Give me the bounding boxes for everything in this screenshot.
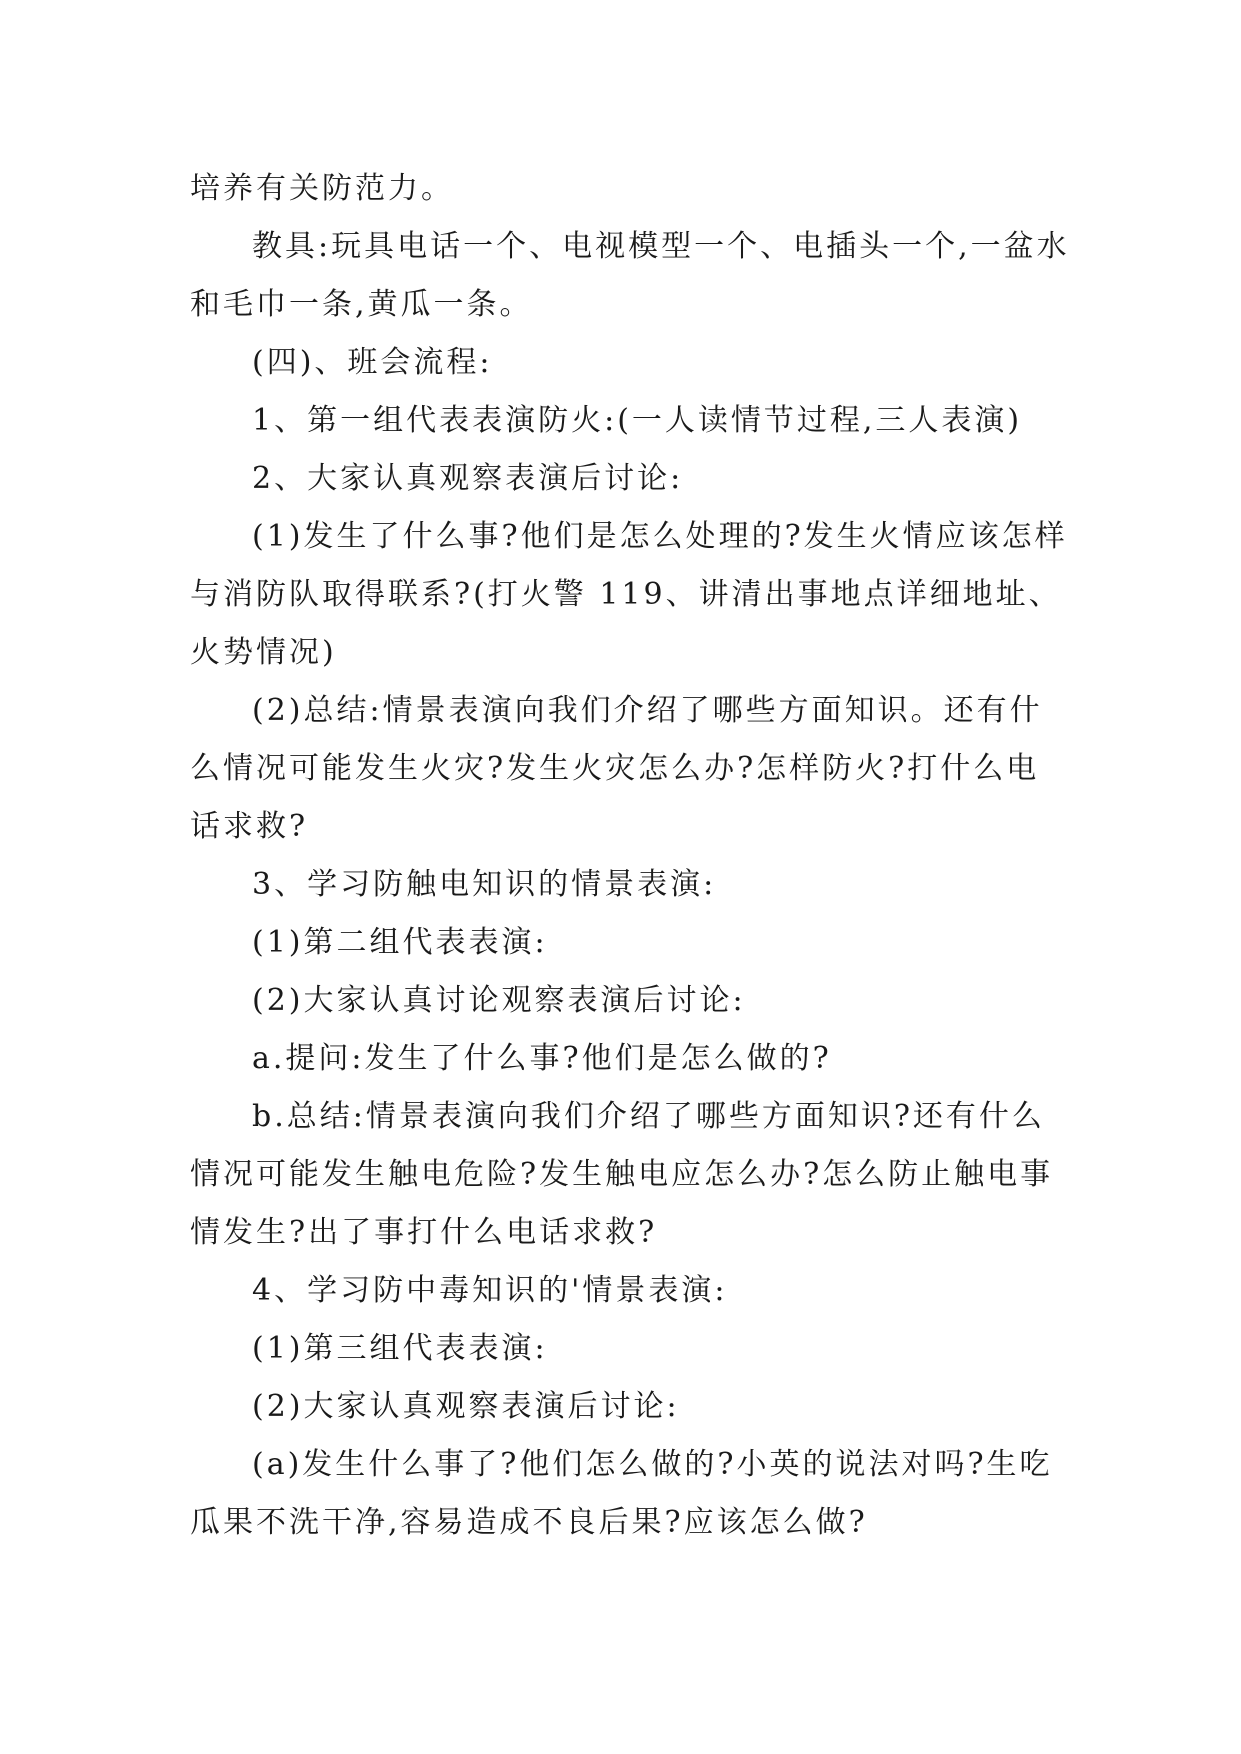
paragraph-15: (2)大家认真观察表演后讨论: (252, 1389, 680, 1424)
paragraph-16: (a)发生什么事了?他们怎么做的?小英的说法对吗?生吃瓜果不洗干净,容易造成不良后果?应该怎么做? (190, 1447, 1053, 1540)
paragraph-4: 1、第一组代表表演防火:(一人读情节过程,三人表演) (252, 403, 1023, 438)
document-body (190, 160, 1070, 1552)
paragraph-2: 教具:玩具电话一个、电视模型一个、电插头一个,一盆水和毛巾一条,黄瓜一条。 (190, 229, 1070, 322)
paragraph-13: 4、学习防中毒知识的'情景表演: (252, 1273, 728, 1308)
paragraph-3: (四)、班会流程: (252, 345, 493, 380)
paragraph-10: (2)大家认真讨论观察表演后讨论: (252, 983, 746, 1018)
paragraph-14: (1)第三组代表表演: (252, 1331, 548, 1366)
paragraph-5: 2、大家认真观察表演后讨论: (252, 461, 684, 496)
paragraph-9: (1)第二组代表表演: (252, 925, 548, 960)
paragraph-1: 培养有关防范力。 (190, 171, 454, 206)
paragraph-6: (1)发生了什么事?他们是怎么处理的?发生火情应该怎样与消防队取得联系?(打火警 119、讲清出事地点详细地址、火势情况) (190, 519, 1068, 670)
paragraph-12: b.总结:情景表演向我们介绍了哪些方面知识?还有什么情况可能发生触电危险?发生触电应怎么办?怎么防止触电事情发生?出了事打什么电话求救? (190, 1099, 1054, 1250)
paragraph-8: 3、学习防触电知识的情景表演: (252, 867, 717, 902)
paragraph-11: a.提问:发生了什么事?他们是怎么做的? (252, 1041, 832, 1076)
paragraph-7: (2)总结:情景表演向我们介绍了哪些方面知识。还有什么情况可能发生火灾?发生火灾怎么办?怎样防火?打什么电话求救? (190, 693, 1043, 844)
